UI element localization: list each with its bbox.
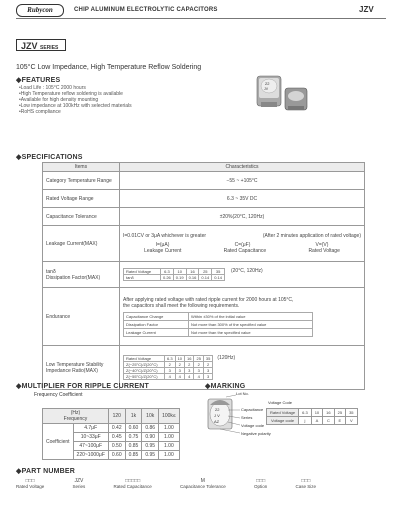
feature-item: •RoHS compliance bbox=[19, 109, 61, 115]
ripple-freq: 10k bbox=[142, 409, 159, 424]
voltage-code-title: Voltage Code bbox=[268, 400, 293, 405]
spec-voltage-value: 6.3 ~ 35V DC bbox=[120, 190, 365, 208]
leakage-v-desc: Rated Voltage bbox=[308, 248, 340, 254]
endurance-text-2: the capacitors shall meet the following requirements. bbox=[123, 302, 240, 309]
lowtemp-voltage: 10 bbox=[175, 356, 184, 362]
endurance-row bbox=[124, 320, 313, 328]
tand-value: 0.19 bbox=[173, 275, 186, 281]
spec-tolerance-label: Capacitance Tolerance bbox=[43, 208, 120, 226]
leakage-c-symbol: C=(μF) bbox=[234, 242, 251, 248]
lowtemp-value: 2 bbox=[175, 362, 184, 368]
ripple-cap-range: 10~33μF bbox=[73, 433, 108, 442]
lowtemp-value: 4 bbox=[165, 374, 176, 380]
tand-desc: Dissipation Factor(MAX) bbox=[46, 274, 101, 281]
spec-temp-value: −55 ~ +105°C bbox=[120, 172, 365, 190]
tand-value: 0.26 bbox=[161, 275, 174, 281]
spec-temp-label: Category Temperature Range bbox=[43, 172, 120, 190]
endurance-row bbox=[124, 328, 313, 336]
chip-voltage: AZ bbox=[214, 419, 220, 424]
lowtemp-value: 3 bbox=[165, 368, 176, 374]
leakage-i-desc: Leakage Current bbox=[144, 248, 182, 254]
spec-tand-value bbox=[120, 262, 365, 288]
tand-table bbox=[123, 268, 225, 281]
lowtemp-voltage: 6.3 bbox=[165, 356, 176, 362]
tand-condition: (20°C, 120Hz) bbox=[230, 268, 263, 274]
spec-row-voltage bbox=[43, 190, 365, 208]
ripple-hz: (Hz) bbox=[70, 410, 81, 416]
marking-voltage-code: Voltage code bbox=[241, 423, 265, 428]
ripple-value: 0.60 bbox=[108, 451, 125, 460]
ripple-subheading: Frequency Coefficient bbox=[34, 392, 83, 398]
endurance-val: Not more than 300% of the specified value bbox=[189, 320, 313, 328]
lowtemp-ratio-label: Z(−55°C)/Z(20°C) bbox=[124, 374, 165, 380]
ripple-cap-range: 4.7μF bbox=[73, 424, 108, 433]
ripple-freq: 120 bbox=[108, 409, 125, 424]
ripple-frequency: Frequency bbox=[63, 416, 88, 422]
lowtemp-value: 4 bbox=[194, 374, 203, 380]
voltage-code-table bbox=[266, 408, 358, 425]
leakage-v-symbol: V=(V) bbox=[315, 242, 329, 248]
lowtemp-value: 3 bbox=[185, 368, 194, 374]
lowtemp-label-1: Low Temperature Stability bbox=[46, 361, 104, 368]
series-title-box bbox=[16, 39, 66, 51]
lowtemp-value: 3 bbox=[203, 374, 212, 380]
spec-row-leakage bbox=[43, 226, 365, 262]
ripple-value: 1.00 bbox=[159, 442, 180, 451]
endurance-key: Dissipation Factor bbox=[124, 320, 189, 328]
ripple-value: 0.86 bbox=[142, 424, 159, 433]
lowtemp-voltage: 35 bbox=[203, 356, 212, 362]
lowtemp-ratio-label: Z(−40°C)/Z(20°C) bbox=[124, 368, 165, 374]
features-list bbox=[19, 85, 132, 115]
voltage-code-row bbox=[267, 409, 358, 417]
lowtemp-condition: (120Hz) bbox=[217, 355, 236, 361]
specifications-heading: ◆SPECIFICATIONS bbox=[16, 154, 83, 161]
vc-voltage: 16 bbox=[323, 409, 334, 417]
lowtemp-voltage: 25 bbox=[194, 356, 203, 362]
vc-code: C bbox=[323, 417, 334, 425]
lowtemp-value: 4 bbox=[175, 374, 184, 380]
spec-endurance-label: Endurance bbox=[43, 288, 120, 346]
tand-rv-label: Rated Voltage bbox=[124, 269, 161, 275]
capacitor-product-image bbox=[255, 74, 311, 114]
lowtemp-voltage: 16 bbox=[185, 356, 194, 362]
tand-value: 0.14 bbox=[199, 275, 212, 281]
lowtemp-value: 3 bbox=[203, 368, 212, 374]
marking-negative-polarity: Negative polarity bbox=[241, 431, 271, 436]
vc-voltage: 25 bbox=[334, 409, 345, 417]
ripple-value: 0.85 bbox=[125, 442, 142, 451]
ripple-freq: 100k≤ bbox=[159, 409, 180, 424]
ripple-row bbox=[43, 424, 180, 433]
spec-row-tand bbox=[43, 262, 365, 288]
marking-capacitance: Capacitance bbox=[241, 407, 264, 412]
vc-voltage: 35 bbox=[346, 409, 357, 417]
vc-code: E bbox=[334, 417, 345, 425]
ripple-value: 1.00 bbox=[159, 424, 180, 433]
endurance-row bbox=[124, 312, 313, 320]
ripple-value: 1.00 bbox=[159, 451, 180, 460]
tand-value: 0.16 bbox=[186, 275, 199, 281]
lowtemp-value: 3 bbox=[194, 368, 203, 374]
pn-field-case-size: □□□ Case Size bbox=[295, 478, 316, 489]
tand-voltage: 10 bbox=[173, 269, 186, 275]
marking-heading: ◆MARKING bbox=[205, 383, 246, 390]
rubycon-logo: Rubycon bbox=[16, 4, 64, 17]
leakage-i-symbol: I=(μA) bbox=[155, 242, 170, 248]
lowtemp-value: 2 bbox=[165, 362, 176, 368]
lowtemp-table bbox=[123, 355, 213, 380]
spec-header-row bbox=[43, 163, 365, 172]
lowtemp-ratio-label: Z(−25°C)/Z(20°C) bbox=[124, 362, 165, 368]
lowtemp-value: 4 bbox=[185, 374, 194, 380]
spec-leakage-label: Leakage Current(MAX) bbox=[43, 226, 120, 262]
feature-item: •Load Life : 105°C 2000 hours bbox=[19, 85, 86, 91]
feature-item: •Available for high density mounting bbox=[19, 97, 99, 103]
series-subtitle: 105°C Low Impedance, High Temperature Reflow Soldering bbox=[16, 64, 202, 71]
vc-code: A bbox=[311, 417, 322, 425]
ripple-value: 0.95 bbox=[142, 442, 159, 451]
spec-row-temperature bbox=[43, 172, 365, 190]
spec-leakage-value bbox=[120, 226, 365, 262]
endurance-key: Capacitance Change bbox=[124, 312, 189, 320]
ripple-freq: 1k bbox=[125, 409, 142, 424]
spec-tand-label bbox=[43, 262, 120, 288]
pn-field-tolerance: M Capacitance Tolerance bbox=[180, 478, 226, 489]
ripple-heading: ◆MULTIPLIER FOR RIPPLE CURRENT bbox=[16, 383, 149, 390]
vc-code-label: Voltage code bbox=[267, 417, 299, 425]
endurance-val: Within ±30% of the initial value bbox=[189, 312, 313, 320]
tand-voltage: 35 bbox=[212, 269, 225, 275]
ripple-table bbox=[42, 408, 180, 460]
part-number-heading: ◆PART NUMBER bbox=[16, 468, 75, 475]
tand-row-label: tanδ bbox=[124, 275, 161, 281]
vc-voltage: 6.3 bbox=[299, 409, 312, 417]
header-series-code: JZV bbox=[359, 5, 374, 14]
tand-value: 0.14 bbox=[212, 275, 225, 281]
ripple-cap-range: 220~1000μF bbox=[73, 451, 108, 460]
marking-series: Series bbox=[241, 415, 253, 420]
features-heading: ◆FEATURES bbox=[16, 77, 61, 84]
spec-endurance-value bbox=[120, 288, 365, 346]
spec-voltage-label: Rated Voltage Range bbox=[43, 190, 120, 208]
ripple-coef-label: Coefficient bbox=[43, 424, 74, 460]
lowtemp-label-2: Impedance Ratio(MAX) bbox=[46, 367, 98, 374]
endurance-val: Not more than the specified value bbox=[189, 328, 313, 336]
pn-field-series: JZV Series bbox=[72, 478, 86, 489]
part-number-row bbox=[16, 478, 316, 489]
spec-col-characteristics: Characteristics bbox=[120, 163, 365, 172]
ripple-value: 0.45 bbox=[108, 433, 125, 442]
ripple-value: 0.75 bbox=[125, 433, 142, 442]
chip-capacitance: 22 bbox=[215, 407, 220, 412]
feature-item: •High Temperature reflow soldering is available bbox=[19, 91, 123, 97]
tand-symbol: tanδ bbox=[46, 268, 56, 275]
endurance-key: Leakage Current bbox=[124, 328, 189, 336]
vc-code: V bbox=[346, 417, 357, 425]
endurance-text-1: After applying rated voltage with rated ripple current for 2000 hours at 105°C, bbox=[123, 296, 294, 303]
pn-field-voltage: □□□ Rated Voltage bbox=[16, 478, 45, 489]
ripple-value: 1.00 bbox=[159, 433, 180, 442]
specifications-table bbox=[42, 162, 365, 390]
spec-row-endurance bbox=[43, 288, 365, 346]
pn-field-capacitance: □□□□□ Rated Capacitance bbox=[113, 478, 152, 489]
ripple-value: 0.95 bbox=[142, 451, 159, 460]
voltage-code-row bbox=[267, 417, 358, 425]
tand-voltage: 6.3 bbox=[161, 269, 174, 275]
ripple-freq-head bbox=[43, 409, 109, 424]
ripple-header-row bbox=[43, 409, 180, 424]
lowtemp-value: 2 bbox=[194, 362, 203, 368]
vc-rv-label: Rated Voltage bbox=[267, 409, 299, 417]
lowtemp-value: 2 bbox=[203, 362, 212, 368]
ripple-value: 0.42 bbox=[108, 424, 125, 433]
header-divider bbox=[16, 18, 386, 19]
svg-text:22: 22 bbox=[265, 81, 270, 86]
ripple-value: 0.60 bbox=[125, 424, 142, 433]
marking-lot-no: Lot No. bbox=[236, 391, 249, 396]
lowtemp-value: 2 bbox=[185, 362, 194, 368]
ripple-value: 0.90 bbox=[142, 433, 159, 442]
spec-col-items: Items bbox=[43, 163, 120, 172]
vc-voltage: 10 bbox=[311, 409, 322, 417]
series-name: JZV bbox=[21, 41, 38, 51]
header-title: CHIP ALUMINUM ELECTROLYTIC CAPACITORS bbox=[74, 7, 218, 13]
leakage-formula: I=0.01CV or 3μA whichever is greater bbox=[123, 233, 207, 239]
lowtemp-rv-label: Rated Voltage bbox=[124, 356, 165, 362]
vc-code: j bbox=[299, 417, 312, 425]
feature-item: •Low impedance at 100kHz with selected materials bbox=[19, 103, 132, 109]
ripple-value: 0.50 bbox=[108, 442, 125, 451]
ripple-cap-range: 47~100μF bbox=[73, 442, 108, 451]
ripple-value: 0.85 bbox=[125, 451, 142, 460]
leakage-condition: (After 2 minutes application of rated voltage) bbox=[262, 233, 361, 239]
tand-voltage: 16 bbox=[186, 269, 199, 275]
spec-tolerance-value: ±20%(20°C, 120Hz) bbox=[120, 208, 365, 226]
tand-voltage: 25 bbox=[199, 269, 212, 275]
spec-row-tolerance bbox=[43, 208, 365, 226]
svg-text:JV: JV bbox=[264, 87, 269, 91]
pn-field-option: □□□ Option bbox=[253, 478, 268, 489]
chip-series: J V bbox=[214, 413, 220, 418]
lowtemp-value: 3 bbox=[175, 368, 184, 374]
leakage-c-desc: Rated Capacitance bbox=[223, 248, 267, 254]
series-suffix: SERIES bbox=[40, 45, 59, 51]
endurance-table bbox=[123, 312, 313, 337]
